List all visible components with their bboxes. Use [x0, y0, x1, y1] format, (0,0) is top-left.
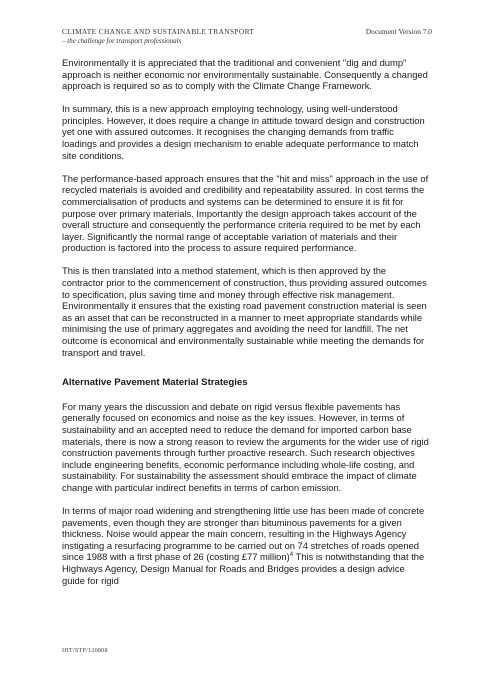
paragraph-road-widening-continued: This is notwithstanding that the Highways Agency, Design Manual for Roads and Bridges provides a design advice guide for rigid: [62, 551, 425, 586]
footnote-reference: 4: [289, 552, 294, 559]
footer-document-code: IHT/STP/120808: [62, 647, 108, 654]
page-header: [62, 27, 432, 45]
paragraph-rigid-vs-flexible: For many years the discussion and debate on rigid versus flexible pavements has generally focused on economics and noise as the key issues. However, in terms of sustainability and an accepted need to reduce the demand for imported carbon base materials, there is now a strong reason to review the arguments for the wider use of rigid construction pavements through further proactive research. Such research objectives include engineering benefits, economic performance including whole-life costing, and sustainability. For sustainability the assessment should embrace the impact of climate change with particular indirect benefits in terms of carbon emission.: [62, 400, 429, 493]
section-heading: Alternative Pavement Material Strategies: [62, 377, 248, 389]
paragraph-summary: In summary, this is a new approach employing technology, using well-understood principles. However, it does require a change in attitude toward design and construction yet one with assured outcomes. It recognises the changing demands from traffic loadings and provides a design mechanism to enable adequate performance to match site conditions.: [62, 103, 425, 161]
paragraph-road-widening: [62, 505, 430, 586]
paragraph-dig-and-dump: Environmentally it is appreciated that the traditional and convenient "dig and dump" approach is neither economic nor environmentally sustainable. Consequently a changed approach is required so as to comply with the Climate Change Framework.: [62, 57, 428, 92]
document-version: Document Version 7.0: [365, 27, 432, 36]
paragraph-performance-based: The performance-based approach ensures that the "hit and miss" approach in the use of recycled materials is avoided and credibility and repeatability assured. In cost terms the commercialisation of products and systems can be determined to ensure it is fit for purpose over primary materials. Importantly the design approach takes account of the overall structure and consequently the performance criteria required to be met by each layer. Significantly the normal range of acceptable variation of materials and their production is factored into the process to assure required performance.: [62, 172, 429, 254]
paragraph-method-statement: This is then translated into a method statement, which is then approved by the contractor prior to the commencement of construction, thus providing assured outcomes to specification, plus saving time and money through effective risk management. Environmentally it ensures that the existing road pavement construction material is seen as an asset that can be reconstructed in a manner to meet appropriate standards while minimising the use of primary aggregates and avoiding the need for landfill. The net outcome is economical and environmentally sustainable while meeting the demands for transport and travel.: [62, 265, 427, 358]
header-subtitle: – the challenge for transport professionals: [62, 37, 182, 45]
document-body: [62, 57, 430, 598]
paragraph-road-widening-text: In terms of major road widening and strengthening little use has been made of concrete pavements, even though they are stronger than bituminous pavements for a given thickness. Noise would appear the main concern, resulting in the Highways Agency instigating a resurfacing programme to be carried out on 74 stretches of roads opened since 1988 with a first phase of 26 (costing £77 million): [62, 505, 425, 563]
header-title: CLIMATE CHANGE AND SUSTAINABLE TRANSPORT: [62, 27, 255, 36]
header-row: [62, 27, 432, 36]
